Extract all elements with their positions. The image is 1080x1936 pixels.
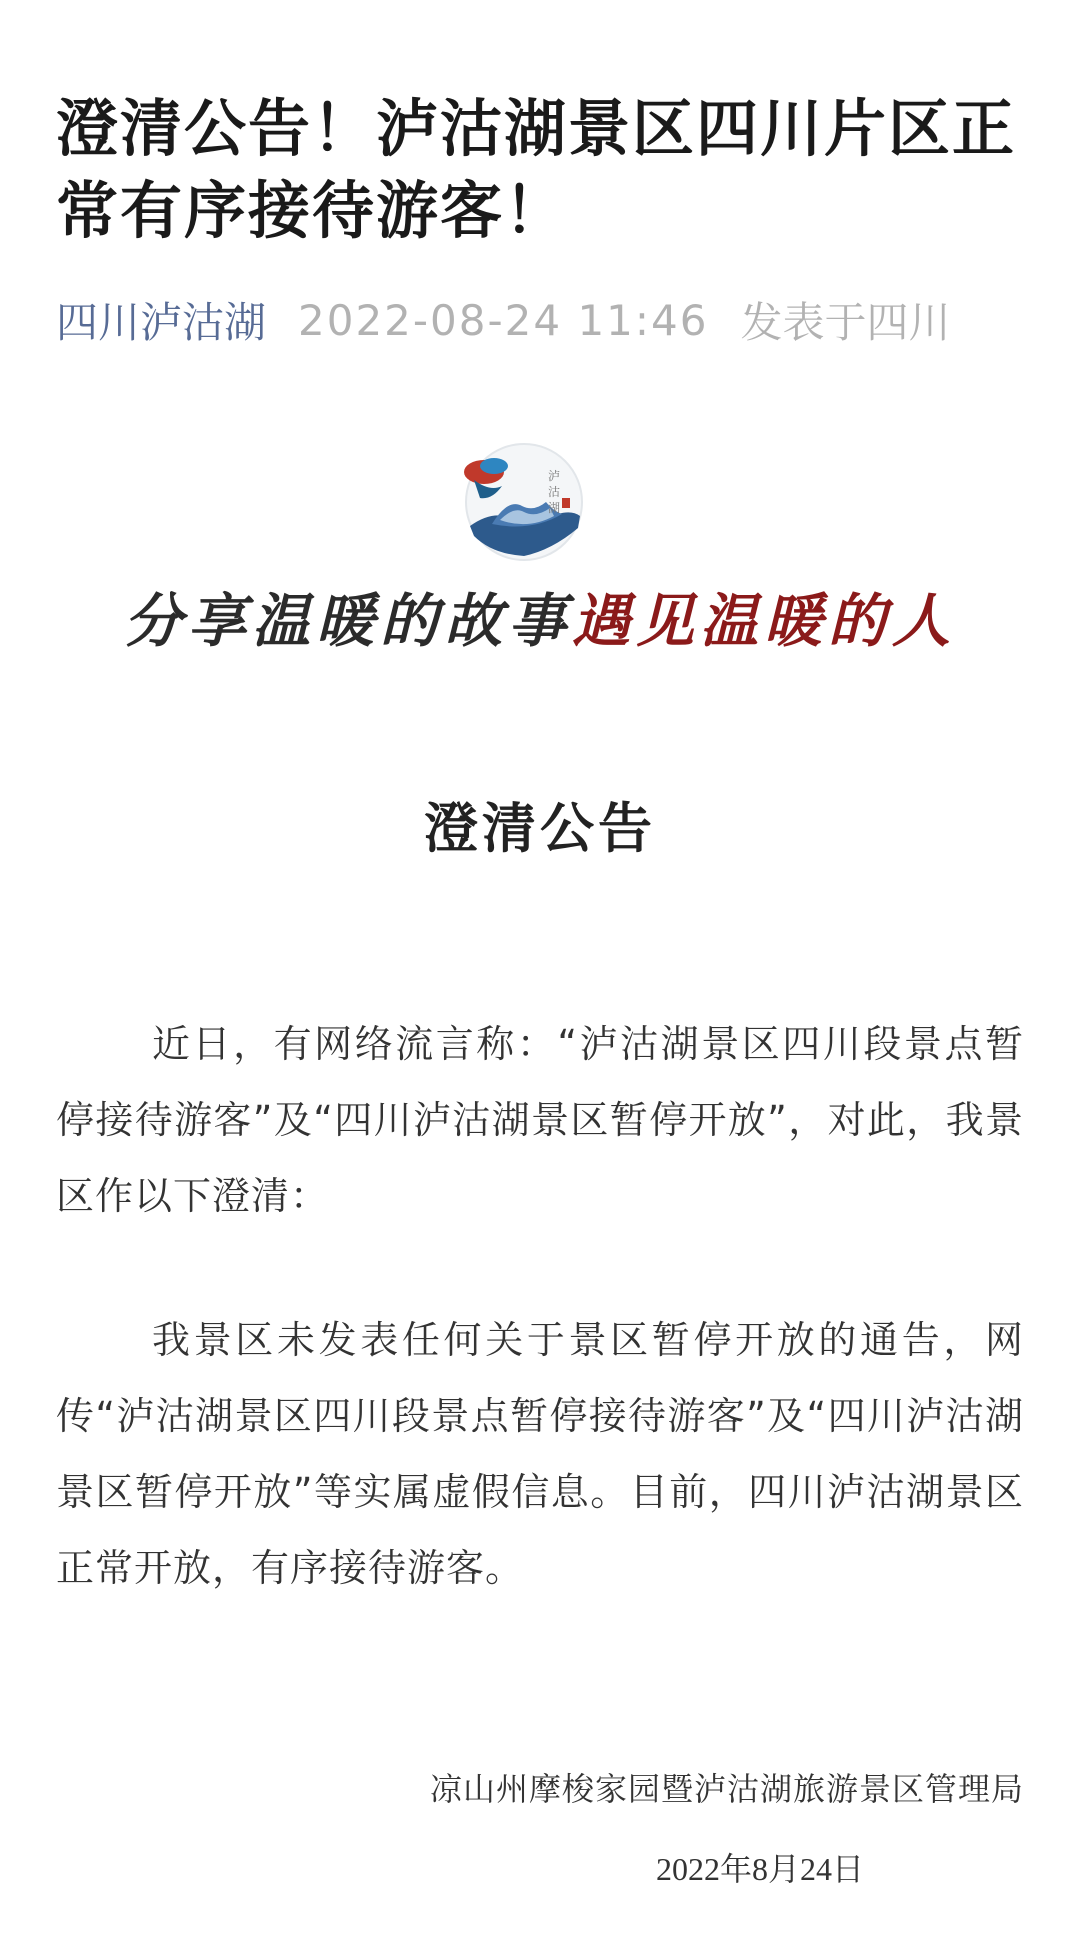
slogan-part-one: 分享温暖的故事 xyxy=(123,587,572,655)
account-name-link[interactable]: 四川泸沽湖 xyxy=(56,298,267,347)
banner-image xyxy=(0,440,1080,680)
banner-slogan xyxy=(0,574,1080,658)
issuer-signature: 凉山州摩梭家园暨泸沽湖旅游景区管理局 xyxy=(429,1770,1024,1808)
notice-paragraph-2: 我景区未发表任何关于景区暂停开放的通告，网传“泸沽湖景区四川段景点暂停接待游客”及“四川泸沽湖景区暂停开放”等实属虚假信息。目前，四川泸沽湖景区正常开放，有序接待游客。 xyxy=(56,1318,1024,1590)
article-meta xyxy=(56,290,951,350)
notice-date: 2022年8月24日 xyxy=(656,1851,865,1887)
article-title: 澄清公告！泸沽湖景区四川片区正常有序接待游客！ xyxy=(56,92,1017,247)
slogan-part-two: 遇见温暖的人 xyxy=(572,587,957,655)
lugu-lake-logo-icon xyxy=(462,440,586,564)
notice-heading: 澄清公告 xyxy=(424,797,656,860)
svg-text:沽: 沽 xyxy=(548,485,561,499)
notice-paragraph-1: 近日，有网络流言称：“泸沽湖景区四川段景点暂停接待游客”及“四川泸沽湖景区暂停开放”，对此，我景区作以下澄清： xyxy=(56,1022,1024,1218)
svg-text:泸: 泸 xyxy=(548,469,561,483)
publish-time: 2022-08-24 11:46 xyxy=(298,295,709,345)
publish-location: 发表于四川 xyxy=(740,298,951,347)
svg-text:湖: 湖 xyxy=(548,501,561,515)
